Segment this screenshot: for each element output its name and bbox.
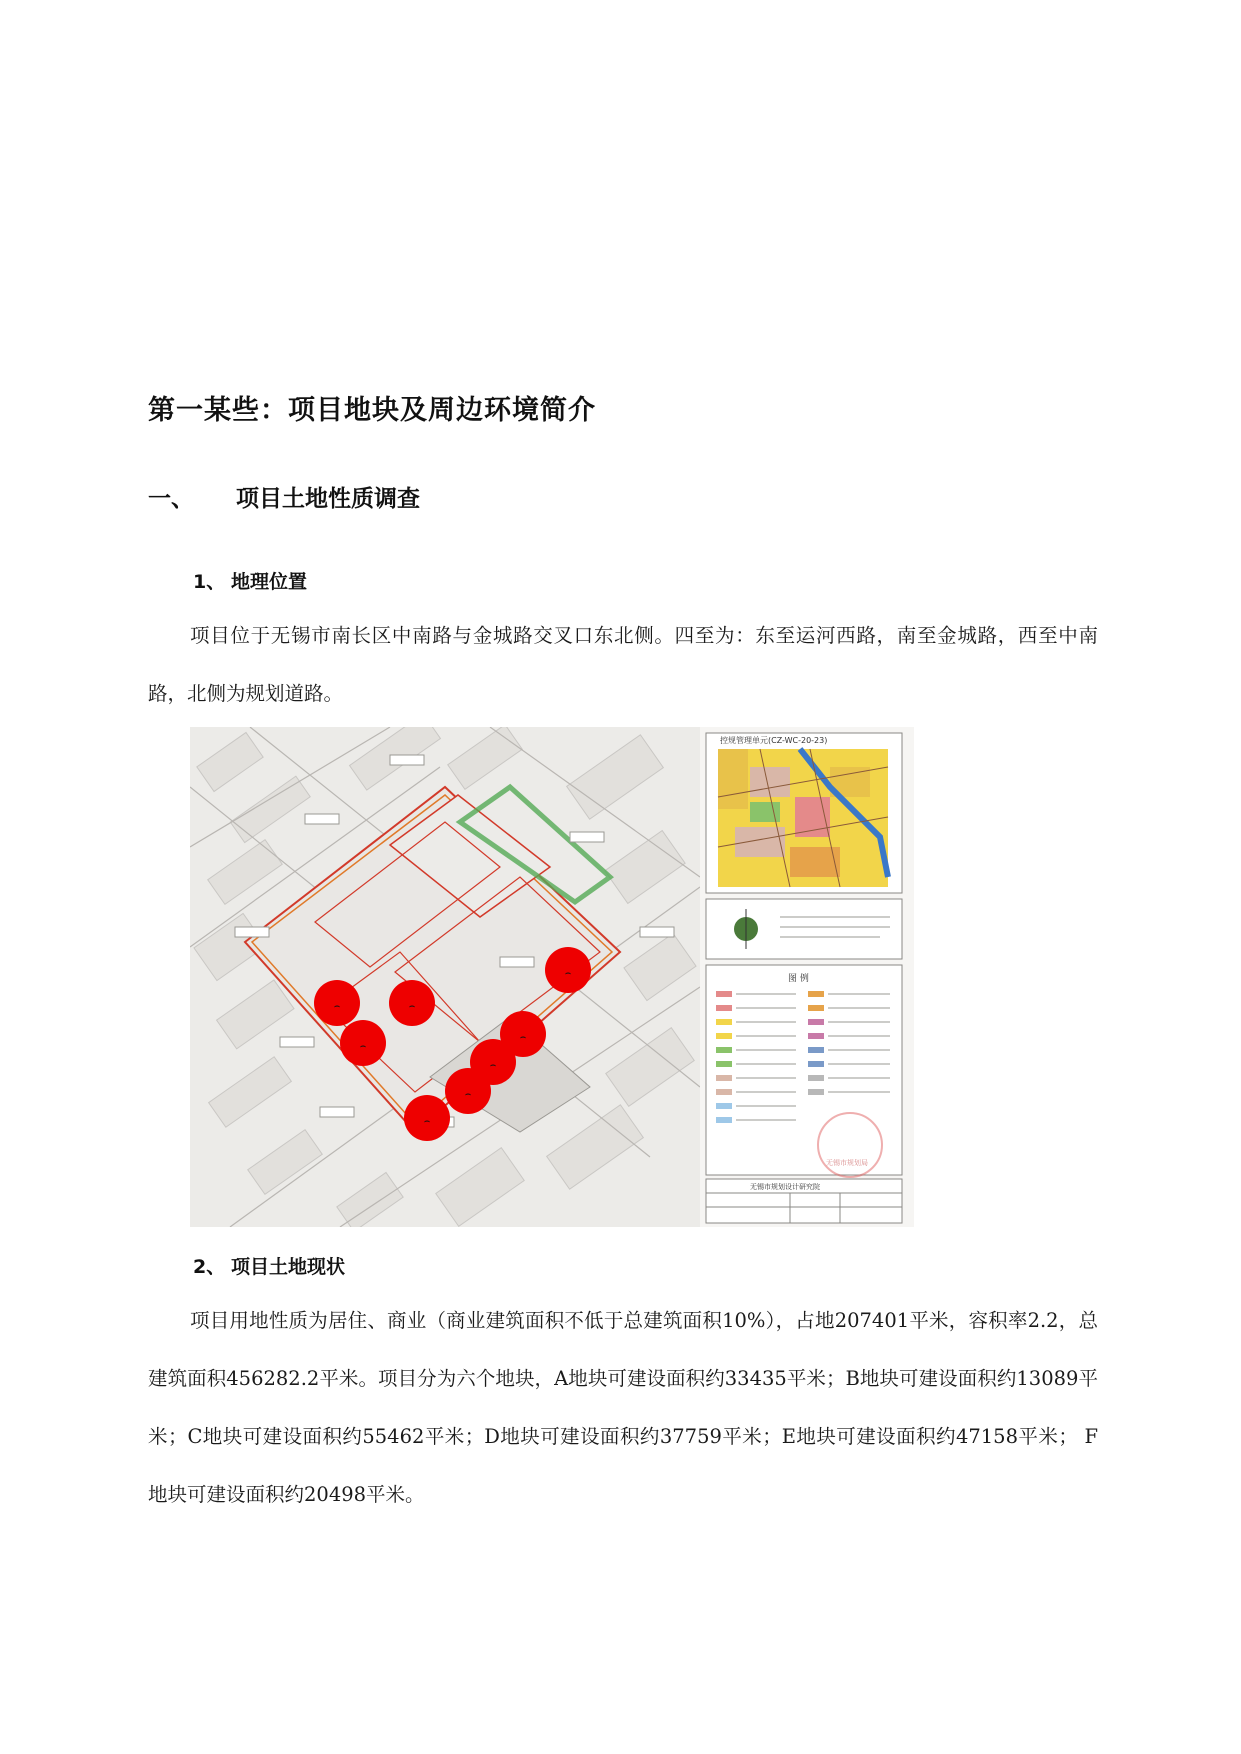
parcel-marker-glyph: ⌢ xyxy=(359,1041,367,1052)
location-paragraph: 项目位于无锡市南长区中南路与金城路交叉口东北侧。四至为：东至运河西路，南至金城路，西至中南路，北侧为规划道路。 xyxy=(148,624,1098,705)
subsection-heading-status xyxy=(193,1252,345,1279)
section-heading xyxy=(148,480,420,513)
title-block-text: 无锡市规划设计研究院 xyxy=(750,1183,820,1191)
parcel-marker-glyph: ⌢ xyxy=(489,1060,497,1071)
parcel-marker-glyph: ⌢ xyxy=(519,1032,527,1043)
planning-map-drawing xyxy=(190,727,914,1227)
planning-map-image xyxy=(190,727,914,1227)
inset-title: 控规管理单元(CZ-WC-20-23) xyxy=(720,736,828,745)
legend-box xyxy=(706,965,902,1175)
subsection-number: 2、 xyxy=(193,1256,226,1278)
stamp-text: 无锡市规划局 xyxy=(826,1159,868,1167)
inset-land-use-map xyxy=(718,749,888,887)
section-title: 项目土地性质调查 xyxy=(236,486,420,512)
parcel-marker-glyph: ⌢ xyxy=(408,1001,416,1012)
subsection-title: 地理位置 xyxy=(231,571,308,593)
subsection-number: 1、 xyxy=(193,571,226,593)
parcel-marker-glyph: ⌢ xyxy=(423,1116,431,1127)
land-status-paragraph: 项目用地性质为居住、商业（商业建筑面积不低于总建筑面积10%），占地207401平米，容积率2.2，总建筑面积456282.2平米。项目分为六个地块，A地块可建设面积约33435平米；B地块可建设面积约13089平米；C地块可建设面积约55462平米；D地块可建设面积约37759平米；E地块可建设面积约47158平米； F地块可建设面积约20498平米。 xyxy=(148,1309,1098,1506)
section-number: 一、 xyxy=(148,486,194,512)
subsection-title: 项目土地现状 xyxy=(231,1256,346,1278)
parcel-marker-glyph: ⌢ xyxy=(564,968,572,979)
parcel-marker-glyph: ⌢ xyxy=(464,1089,472,1100)
part-title: 第一某些：项目地块及周边环境简介 xyxy=(148,395,596,426)
subsection-heading-location xyxy=(193,567,307,594)
parcel-marker-glyph: ⌢ xyxy=(333,1001,341,1012)
legend-title: 图 例 xyxy=(788,974,809,984)
